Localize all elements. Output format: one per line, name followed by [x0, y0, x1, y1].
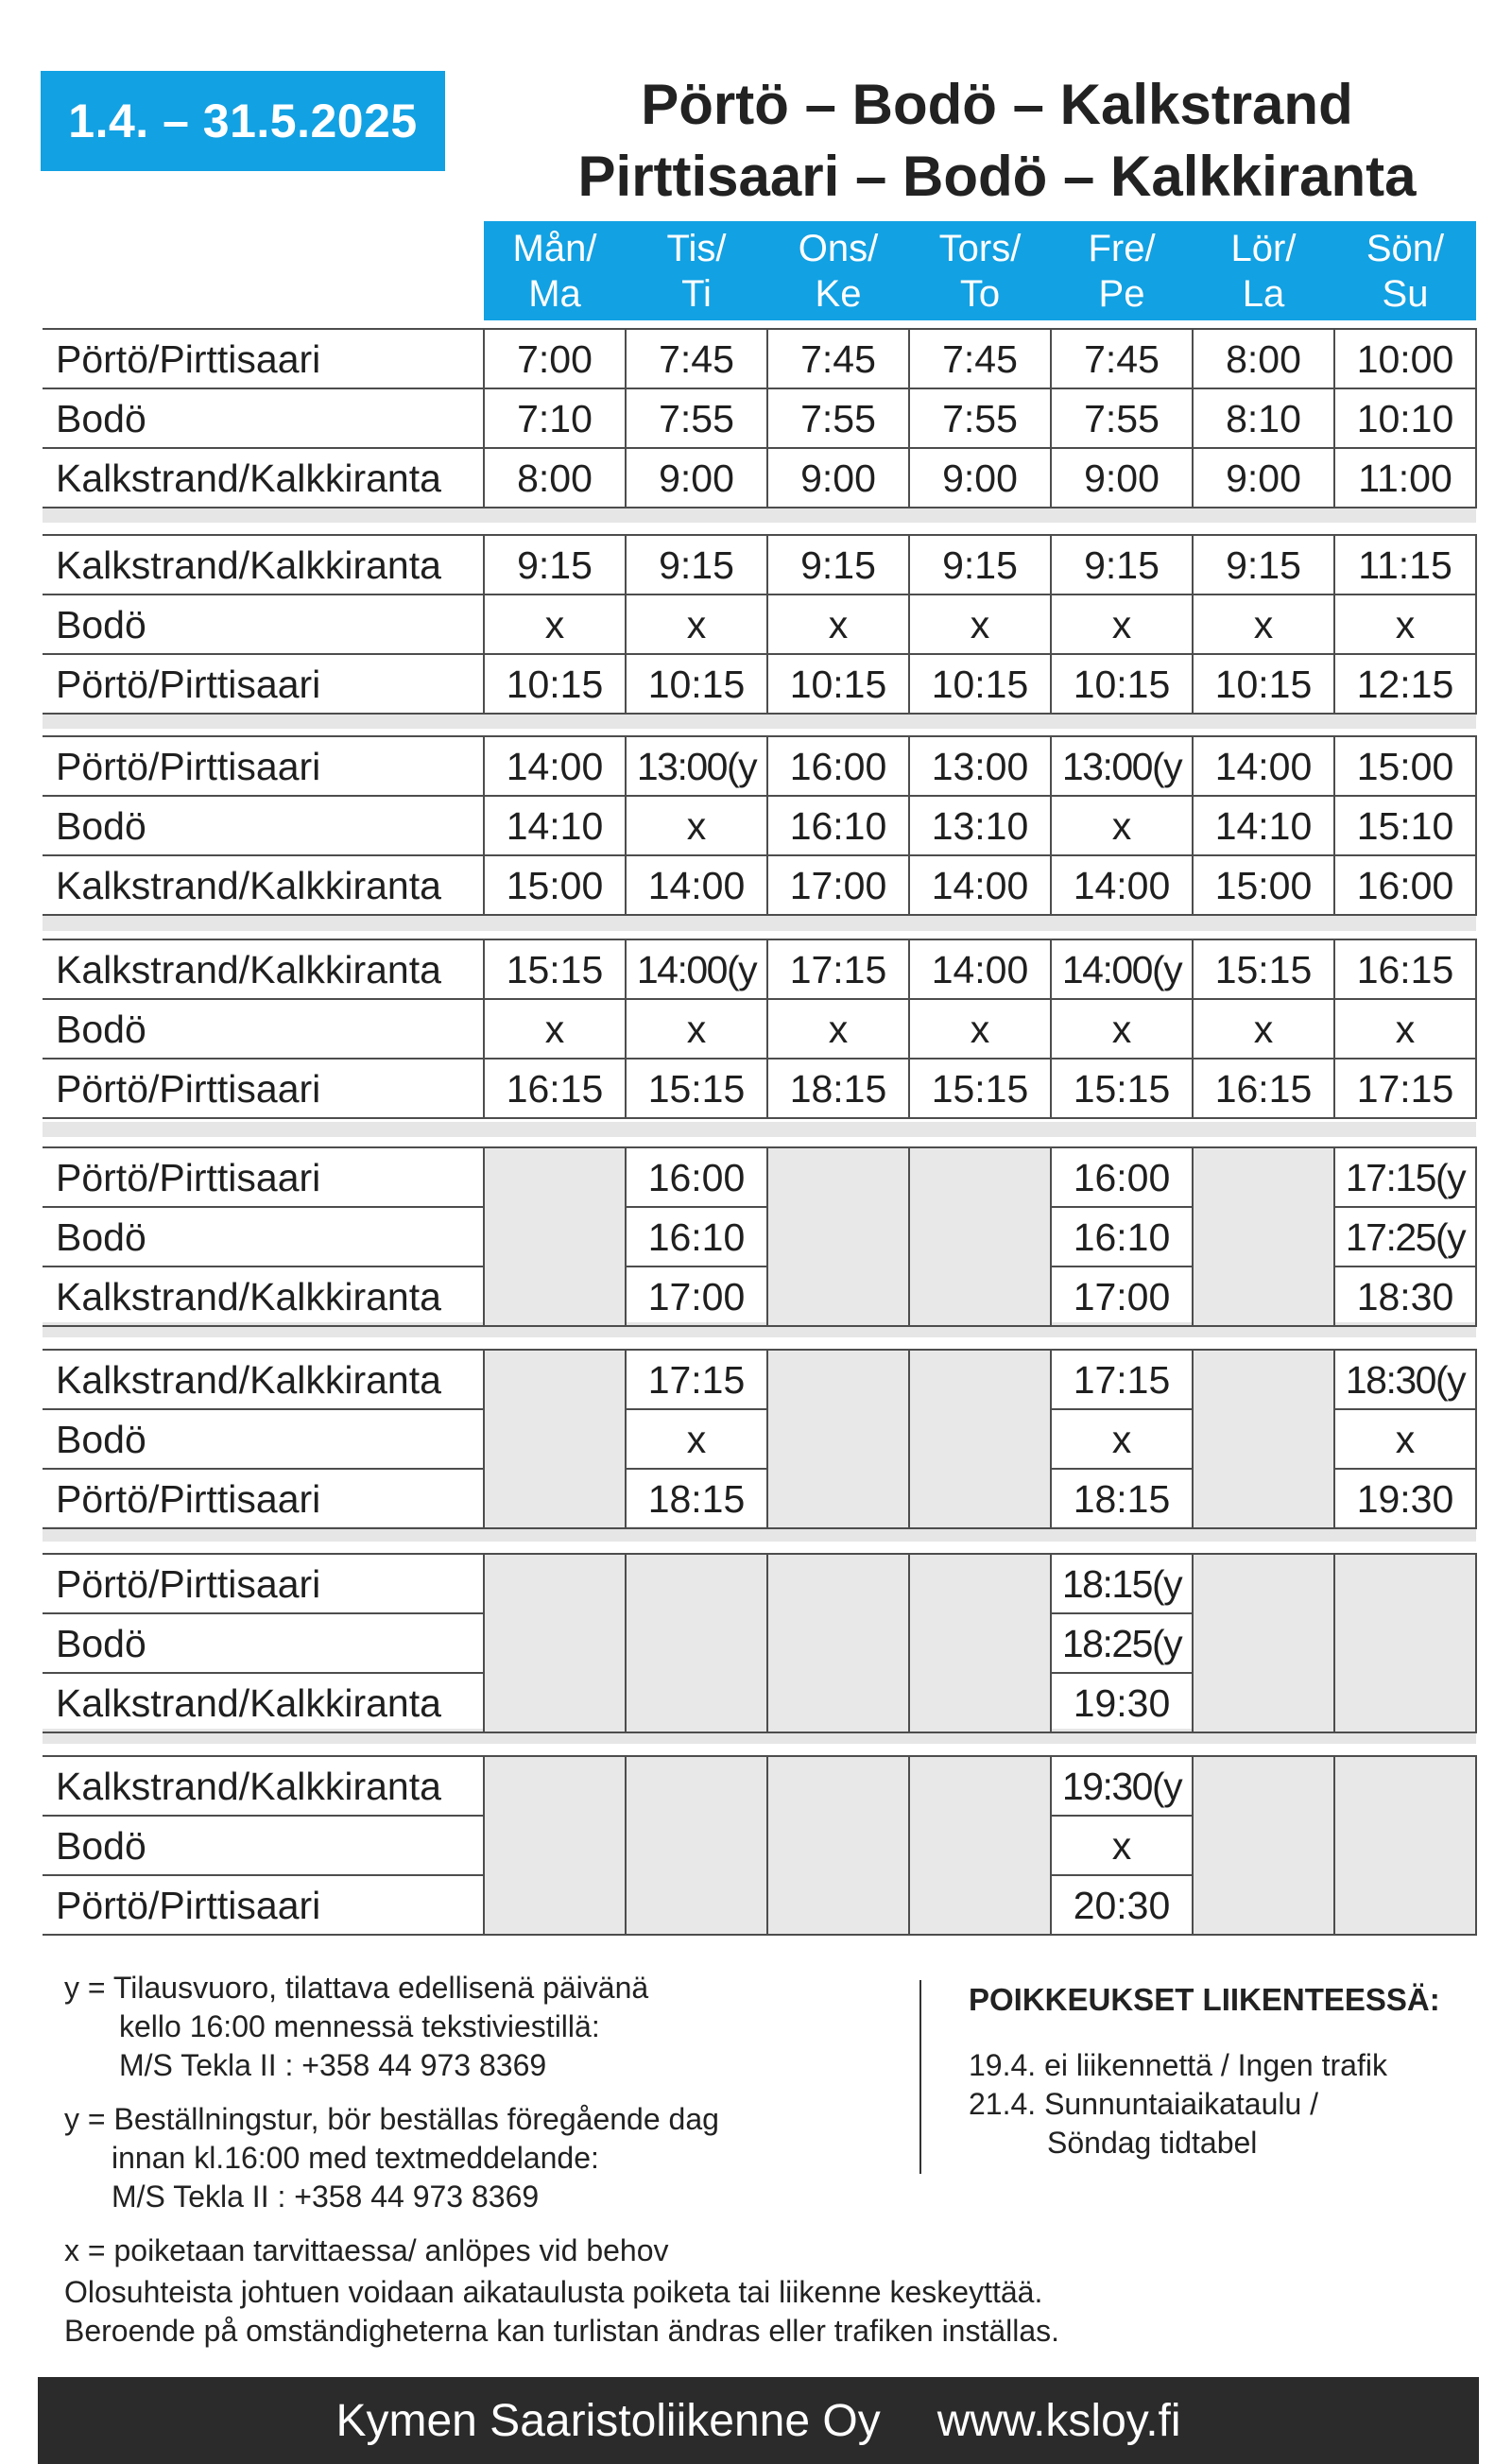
- no-service-cell: [626, 1554, 767, 1732]
- departure-time-cell: 10:15: [1193, 654, 1334, 714]
- no-service-cell: [484, 1554, 626, 1732]
- day-header-monday: Mån/ Ma: [512, 227, 597, 315]
- departure-time-cell: 7:45: [909, 329, 1051, 388]
- departure-time-cell: 14:00: [1051, 855, 1193, 915]
- trip-table: [43, 534, 1477, 715]
- departure-time-cell: 15:15: [909, 1059, 1051, 1118]
- block-separator: [43, 1122, 1476, 1137]
- trip-block: [43, 1349, 1476, 1529]
- departure-time-cell: 16:00: [626, 1147, 767, 1207]
- departure-time-cell: 10:15: [484, 654, 626, 714]
- departure-time-cell: 11:00: [1334, 448, 1476, 508]
- table-row: [43, 855, 1476, 915]
- no-service-cell: [909, 1554, 1051, 1732]
- trip-table: [43, 1553, 1477, 1733]
- departure-time-cell: 15:15: [1193, 939, 1334, 999]
- no-service-cell: [767, 1350, 909, 1528]
- stop-name: Pörtö/Pirttisaari: [43, 329, 484, 388]
- disclaimer: Olosuhteista johtuen voidaan aikataulusta poiketa tai liikenne keskeyttää. Beroende på omständigheterna kan turlistan ändras eller trafiken inställas.: [64, 2275, 1060, 2348]
- departure-time-cell: 15:15: [1051, 1059, 1193, 1118]
- table-row: [43, 1756, 1476, 1816]
- day-header-saturday: Lör/ La: [1230, 227, 1297, 315]
- departure-time-cell: 7:55: [1051, 388, 1193, 448]
- on-demand-stop-cell: x: [1051, 594, 1193, 654]
- weekday-header: [484, 221, 1476, 320]
- departure-time-cell: 16:10: [1051, 1207, 1193, 1266]
- note-y-finnish: y = Tilausvuoro, tilattava edellisenä päivänä kello 16:00 mennessä tekstiviestillä: M/S Tekla II : +358 44 973 8369: [64, 1971, 649, 2082]
- on-demand-stop-cell: x: [909, 594, 1051, 654]
- block-separator: [43, 714, 1476, 729]
- departure-time-cell: 9:15: [626, 535, 767, 594]
- no-service-cell: [1334, 1756, 1476, 1935]
- stop-name: Kalkstrand/Kalkkiranta: [43, 1266, 484, 1326]
- departure-time-cell: 15:00: [1334, 736, 1476, 796]
- departure-time-cell: 7:45: [1051, 329, 1193, 388]
- departure-time-cell: 8:00: [1193, 329, 1334, 388]
- departure-time-cell: 16:10: [767, 796, 909, 855]
- departure-time-cell: 7:55: [909, 388, 1051, 448]
- trip-table: [43, 939, 1477, 1119]
- on-demand-stop-cell: x: [767, 594, 909, 654]
- on-demand-stop-cell: x: [1334, 594, 1476, 654]
- departure-time-cell: 17:00: [767, 855, 909, 915]
- departure-time-cell: 17:15: [626, 1350, 767, 1409]
- route-title-swedish: Pörtö – Bodö – Kalkstrand: [641, 73, 1353, 136]
- stop-name: Bodö: [43, 1409, 484, 1469]
- departure-time-cell: 17:15(y: [1334, 1147, 1476, 1207]
- trip-block: [43, 534, 1476, 715]
- departure-time-cell: 9:00: [1051, 448, 1193, 508]
- table-row: [43, 736, 1476, 796]
- exception-item: 19.4. ei liikennettä / Ingen trafik: [969, 2048, 1387, 2082]
- departure-time-cell: 19:30: [1051, 1673, 1193, 1732]
- note-x: x = poiketaan tarvittaessa/ anlöpes vid behov: [64, 2233, 669, 2267]
- departure-time-cell: 18:30: [1334, 1266, 1476, 1326]
- no-service-cell: [1193, 1350, 1334, 1528]
- no-service-cell: [909, 1756, 1051, 1935]
- departure-time-cell: 19:30(y: [1051, 1756, 1193, 1816]
- stop-name: Kalkstrand/Kalkkiranta: [43, 939, 484, 999]
- trip-block: [43, 735, 1476, 916]
- departure-time-cell: 15:15: [626, 1059, 767, 1118]
- day-header-wednesday: Ons/ Ke: [798, 227, 879, 315]
- on-demand-stop-cell: x: [626, 796, 767, 855]
- day-header-thursday: Tors/ To: [938, 227, 1022, 315]
- departure-time-cell: 13:00: [909, 736, 1051, 796]
- no-service-cell: [767, 1147, 909, 1326]
- route-title-finnish: Pirttisaari – Bodö – Kalkkiranta: [577, 145, 1417, 208]
- stop-name: Kalkstrand/Kalkkiranta: [43, 1756, 484, 1816]
- on-demand-stop-cell: x: [626, 1409, 767, 1469]
- departure-time-cell: 18:30(y: [1334, 1350, 1476, 1409]
- departure-time-cell: 13:00(y: [1051, 736, 1193, 796]
- departure-time-cell: 16:15: [1334, 939, 1476, 999]
- stop-name: Pörtö/Pirttisaari: [43, 654, 484, 714]
- on-demand-stop-cell: x: [484, 999, 626, 1059]
- table-row: [43, 654, 1476, 714]
- no-service-cell: [1193, 1147, 1334, 1326]
- departure-time-cell: 10:00: [1334, 329, 1476, 388]
- on-demand-stop-cell: x: [1051, 796, 1193, 855]
- on-demand-stop-cell: x: [1193, 594, 1334, 654]
- no-service-cell: [484, 1756, 626, 1935]
- departure-time-cell: 9:15: [1193, 535, 1334, 594]
- trip-block: [43, 1755, 1476, 1936]
- website-link[interactable]: www.ksloy.fi: [936, 2395, 1181, 2446]
- departure-time-cell: 13:10: [909, 796, 1051, 855]
- notes-divider: [919, 1980, 921, 2174]
- departure-time-cell: 18:15: [626, 1469, 767, 1528]
- departure-time-cell: 9:15: [484, 535, 626, 594]
- departure-time-cell: 15:00: [484, 855, 626, 915]
- on-demand-stop-cell: x: [1193, 999, 1334, 1059]
- on-demand-stop-cell: x: [626, 999, 767, 1059]
- trip-block: [43, 1146, 1476, 1327]
- departure-time-cell: 17:15: [1051, 1350, 1193, 1409]
- table-row: [43, 388, 1476, 448]
- table-row: [43, 796, 1476, 855]
- departure-time-cell: 7:45: [767, 329, 909, 388]
- stop-name: Pörtö/Pirttisaari: [43, 1147, 484, 1207]
- no-service-cell: [1334, 1554, 1476, 1732]
- departure-time-cell: 16:10: [626, 1207, 767, 1266]
- stop-name: Kalkstrand/Kalkkiranta: [43, 855, 484, 915]
- departure-time-cell: 9:00: [767, 448, 909, 508]
- traffic-exceptions: [969, 1982, 1498, 2162]
- departure-time-cell: 17:25(y: [1334, 1207, 1476, 1266]
- stop-name: Pörtö/Pirttisaari: [43, 1875, 484, 1935]
- departure-time-cell: 16:00: [1334, 855, 1476, 915]
- on-demand-stop-cell: x: [1051, 1409, 1193, 1469]
- table-row: [43, 329, 1476, 388]
- departure-time-cell: 14:00(y: [626, 939, 767, 999]
- date-range: 1.4. – 31.5.2025: [68, 95, 418, 147]
- table-row: [43, 1059, 1476, 1118]
- departure-time-cell: 20:30: [1051, 1875, 1193, 1935]
- trip-table: [43, 1349, 1477, 1529]
- departure-time-cell: 7:55: [767, 388, 909, 448]
- departure-time-cell: 15:10: [1334, 796, 1476, 855]
- departure-time-cell: 9:00: [1193, 448, 1334, 508]
- footer-bar: [38, 2377, 1479, 2464]
- stop-name: Bodö: [43, 999, 484, 1059]
- on-demand-stop-cell: x: [1051, 1816, 1193, 1875]
- departure-time-cell: 8:00: [484, 448, 626, 508]
- departure-time-cell: 10:15: [767, 654, 909, 714]
- departure-time-cell: 7:00: [484, 329, 626, 388]
- exception-item: 21.4. Sunnuntaiaikataulu /: [969, 2087, 1319, 2121]
- departure-time-cell: 10:15: [909, 654, 1051, 714]
- departure-time-cell: 14:00: [626, 855, 767, 915]
- stop-name: Pörtö/Pirttisaari: [43, 736, 484, 796]
- departure-time-cell: 17:00: [1051, 1266, 1193, 1326]
- no-service-cell: [626, 1756, 767, 1935]
- no-service-cell: [1193, 1554, 1334, 1732]
- stop-name: Pörtö/Pirttisaari: [43, 1469, 484, 1528]
- on-demand-stop-cell: x: [1334, 1409, 1476, 1469]
- departure-time-cell: 14:00: [909, 855, 1051, 915]
- departure-time-cell: 10:15: [626, 654, 767, 714]
- departure-time-cell: 9:15: [909, 535, 1051, 594]
- departure-time-cell: 14:10: [484, 796, 626, 855]
- exceptions-heading: POIKKEUKSET LIIKENTEESSÄ:: [969, 1982, 1440, 2017]
- on-demand-stop-cell: x: [767, 999, 909, 1059]
- departure-time-cell: 17:15: [1334, 1059, 1476, 1118]
- no-service-cell: [767, 1554, 909, 1732]
- stop-name: Pörtö/Pirttisaari: [43, 1059, 484, 1118]
- on-demand-stop-cell: x: [909, 999, 1051, 1059]
- trip-table: [43, 1146, 1477, 1327]
- departure-time-cell: 15:00: [1193, 855, 1334, 915]
- trip-table: [43, 735, 1477, 916]
- trip-table: [43, 1755, 1477, 1936]
- no-service-cell: [484, 1350, 626, 1528]
- departure-time-cell: 14:10: [1193, 796, 1334, 855]
- table-row: [43, 535, 1476, 594]
- table-row: [43, 1147, 1476, 1207]
- departure-time-cell: 15:15: [484, 939, 626, 999]
- table-row: [43, 1554, 1476, 1613]
- table-row: [43, 448, 1476, 508]
- date-range-badge: [41, 71, 445, 171]
- block-separator: [43, 508, 1476, 523]
- on-demand-stop-cell: x: [1051, 999, 1193, 1059]
- no-service-cell: [1193, 1756, 1334, 1935]
- trip-block: [43, 1553, 1476, 1733]
- departure-time-cell: 7:45: [626, 329, 767, 388]
- stop-name: Kalkstrand/Kalkkiranta: [43, 448, 484, 508]
- on-demand-stop-cell: x: [484, 594, 626, 654]
- departure-time-cell: 17:15: [767, 939, 909, 999]
- day-header-friday: Fre/ Pe: [1088, 227, 1156, 315]
- trip-block: [43, 939, 1476, 1119]
- departure-time-cell: 19:30: [1334, 1469, 1476, 1528]
- departure-time-cell: 9:00: [909, 448, 1051, 508]
- stop-name: Bodö: [43, 1816, 484, 1875]
- table-row: [43, 999, 1476, 1059]
- departure-time-cell: 9:15: [767, 535, 909, 594]
- on-demand-stop-cell: x: [626, 594, 767, 654]
- trip-block: [43, 328, 1476, 508]
- departure-time-cell: 16:15: [484, 1059, 626, 1118]
- departure-time-cell: 16:00: [767, 736, 909, 796]
- departure-time-cell: 14:00: [484, 736, 626, 796]
- departure-time-cell: 18:15: [767, 1059, 909, 1118]
- departure-time-cell: 9:00: [626, 448, 767, 508]
- stop-name: Bodö: [43, 388, 484, 448]
- stop-name: Bodö: [43, 594, 484, 654]
- departure-time-cell: 10:15: [1051, 654, 1193, 714]
- departure-time-cell: 14:00: [1193, 736, 1334, 796]
- stop-name: Bodö: [43, 1207, 484, 1266]
- note-y-swedish: y = Beställningstur, bör beställas föregående dag innan kl.16:00 med textmeddelande: M/S Tekla II : +358 44 973 8369: [64, 2102, 719, 2214]
- stop-name: Kalkstrand/Kalkkiranta: [43, 1673, 484, 1732]
- day-header-tuesday: Tis/ Ti: [666, 227, 727, 315]
- departure-time-cell: 14:00: [909, 939, 1051, 999]
- table-row: [43, 939, 1476, 999]
- departure-time-cell: 16:00: [1051, 1147, 1193, 1207]
- day-header-sunday: Sön/ Su: [1366, 227, 1445, 315]
- stop-name: Pörtö/Pirttisaari: [43, 1554, 484, 1613]
- no-service-cell: [767, 1756, 909, 1935]
- stop-name: Kalkstrand/Kalkkiranta: [43, 535, 484, 594]
- exception-item-continued: Söndag tidtabel: [1047, 2126, 1258, 2160]
- departure-time-cell: 12:15: [1334, 654, 1476, 714]
- stop-name: Bodö: [43, 796, 484, 855]
- departure-time-cell: 11:15: [1334, 535, 1476, 594]
- stop-name: Bodö: [43, 1613, 484, 1673]
- departure-time-cell: 17:00: [626, 1266, 767, 1326]
- departure-time-cell: 13:00(y: [626, 736, 767, 796]
- table-row: [43, 594, 1476, 654]
- on-demand-stop-cell: x: [1334, 999, 1476, 1059]
- stop-name: Kalkstrand/Kalkkiranta: [43, 1350, 484, 1409]
- block-separator: [43, 916, 1476, 931]
- departure-time-cell: 7:10: [484, 388, 626, 448]
- no-service-cell: [909, 1350, 1051, 1528]
- departure-time-cell: 8:10: [1193, 388, 1334, 448]
- departure-time-cell: 9:15: [1051, 535, 1193, 594]
- departure-time-cell: 18:15: [1051, 1469, 1193, 1528]
- departure-time-cell: 14:00(y: [1051, 939, 1193, 999]
- departure-time-cell: 18:25(y: [1051, 1613, 1193, 1673]
- departure-time-cell: 16:15: [1193, 1059, 1334, 1118]
- departure-time-cell: 7:55: [626, 388, 767, 448]
- no-service-cell: [909, 1147, 1051, 1326]
- legend-notes: [64, 1969, 915, 2285]
- trip-table: [43, 328, 1477, 508]
- company-name: Kymen Saaristoliikenne Oy: [335, 2395, 881, 2446]
- departure-time-cell: 10:10: [1334, 388, 1476, 448]
- no-service-cell: [484, 1147, 626, 1326]
- table-row: [43, 1350, 1476, 1409]
- departure-time-cell: 18:15(y: [1051, 1554, 1193, 1613]
